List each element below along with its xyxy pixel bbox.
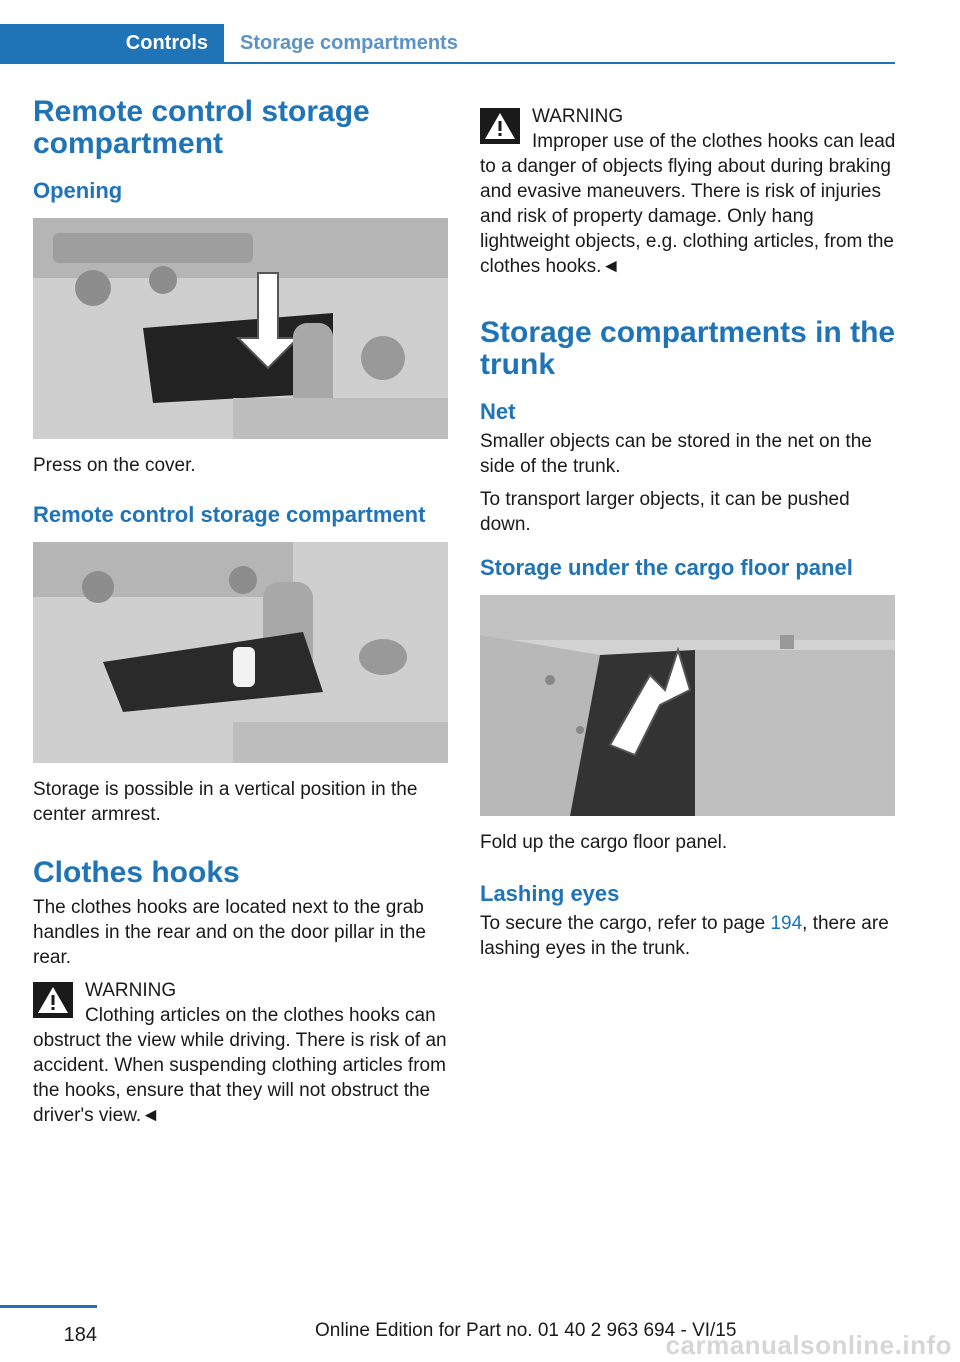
lashing-eyes-heading: Lashing eyes	[480, 881, 620, 906]
clothes-hooks-text: The clothes hooks are located next to the grab handles in the rear and on the door pillar in the rear.	[33, 897, 426, 968]
cargo-floor-caption: Fold up the cargo floor panel.	[480, 832, 728, 853]
rc-storage-heading: Remote control storage compartment	[33, 502, 426, 527]
watermark: carmanualsonline.info	[665, 1330, 952, 1360]
section-title-remote-storage: Remote control storage compartment	[33, 95, 370, 160]
left-column	[33, 96, 449, 1138]
page-number: 184	[0, 1305, 97, 1355]
warning-text: Improper use of the clothes hooks can lead to a danger of objects flying about during braking and evasive maneuvers. There is risk of injuries and risk of property damage. Only hang lightweight objects, e.g. clothing articles, from the clothes hooks.◄	[480, 131, 896, 277]
net-text-1: Smaller objects can be stored in the net on the side of the trunk.	[480, 431, 872, 477]
right-column	[480, 104, 896, 969]
warning-title: WARNING	[532, 106, 624, 127]
edition-text: Online Edition for Part no. 01 40 2 963 694 - VI/15	[315, 1320, 737, 1341]
warning-title: WARNING	[85, 980, 177, 1001]
figure-opening-cover	[33, 218, 448, 439]
rc-storage-caption: Storage is possible in a vertical position in the center armrest.	[33, 779, 418, 825]
warning-clothes-view	[33, 978, 449, 1128]
net-text-2: To transport larger objects, it can be pushed down.	[480, 489, 850, 535]
page-header	[0, 24, 895, 64]
warning-improper-use	[480, 104, 896, 279]
warning-triangle-icon	[33, 982, 73, 1018]
cargo-floor-heading: Storage under the cargo floor panel	[480, 555, 853, 580]
figure-cargo-floor	[480, 595, 895, 816]
opening-caption: Press on the cover.	[33, 455, 196, 476]
console-cover-illustration	[33, 218, 448, 439]
section-title-clothes-hooks: Clothes hooks	[33, 856, 240, 889]
lashing-eyes-text: To secure the cargo, refer to page 194, there are lashing eyes in the trunk.	[480, 913, 889, 959]
page-194-link[interactable]: 194	[770, 913, 803, 934]
cargo-floor-illustration	[480, 595, 895, 816]
header-section-tab[interactable]: Controls	[0, 24, 224, 62]
header-subsection-tab[interactable]: Storage compartments	[240, 32, 458, 54]
opening-heading: Opening	[33, 178, 123, 203]
warning-triangle-icon	[480, 108, 520, 144]
section-title-trunk-storage: Storage compartments in the trunk	[480, 316, 896, 381]
figure-rc-storage	[33, 542, 448, 763]
warning-text: Clothing articles on the clothes hooks can obstruct the view while driving. There is risk of an accident. When suspending clothing articles from the hooks, ensure that they will not obstruct the driver's view.◄	[33, 1005, 447, 1126]
rc-compartment-illustration	[33, 542, 448, 763]
net-heading: Net	[480, 399, 516, 424]
